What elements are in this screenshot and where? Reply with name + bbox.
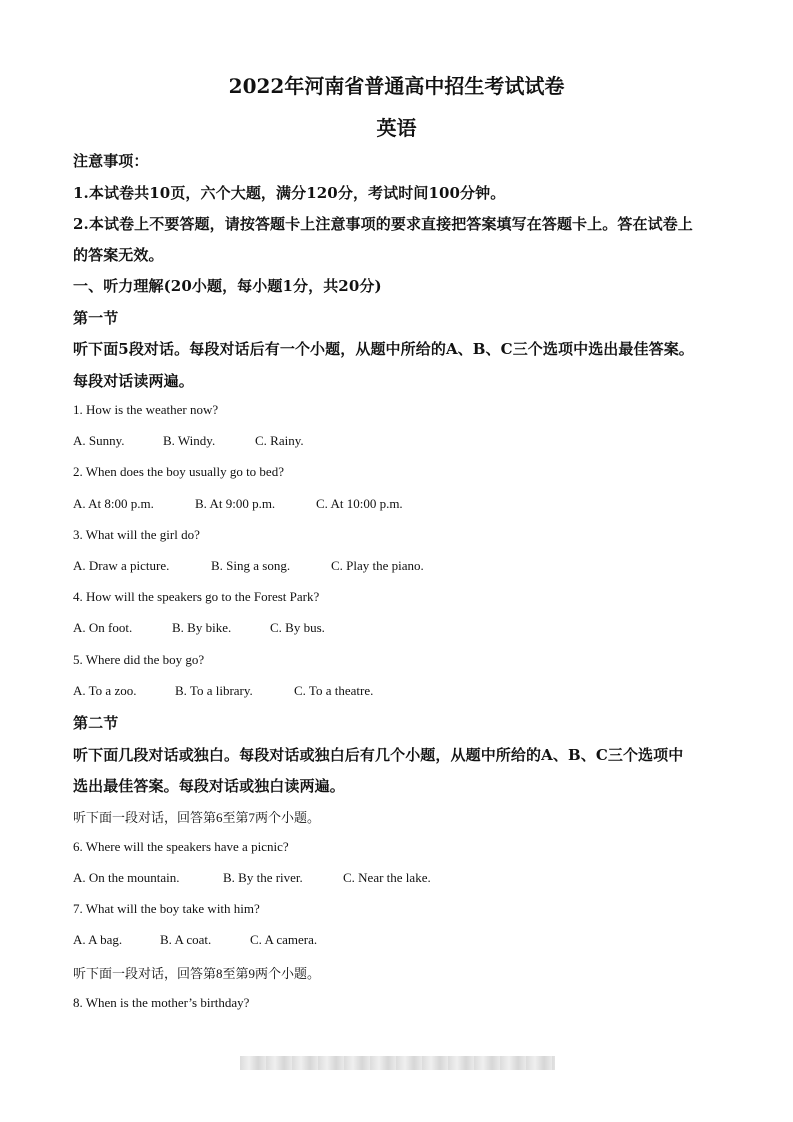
option-a: A. On the mountain. [73,870,180,885]
section2-instruction-line-1: 听下面几段对话或独白。每段对话或独白后有几个小题，从题中所给的A、B、C三个选项中 [73,746,684,764]
section2-heading: 第二节 [73,714,119,732]
notice-item-2-line-2: 的答案无效。 [73,246,164,264]
section1-instruction-line-1: 听下面5段对话。每段对话后有一个小题，从题中所给的A、B、C三个选项中选出最佳答案。 [73,340,694,358]
question-3-options [73,558,424,574]
option-b: B. Windy. [163,433,216,448]
option-c: C. To a theatre. [294,683,374,698]
option-b: B. At 9:00 p.m. [195,496,276,511]
option-c: C. Play the piano. [331,558,424,573]
question-4-options [73,620,325,636]
notice-heading: 注意事项： [73,152,149,170]
question-2: 2. When does the boy usually go to bed? [73,464,284,479]
question-2-options [73,496,403,512]
section2-sub-instruction-2: 听下面一段对话，回答第8至第9两个小题。 [73,966,321,981]
option-c: C. By bus. [270,620,325,635]
question-4: 4. How will the speakers go to the Forest Park? [73,589,320,604]
option-c: C. At 10:00 p.m. [316,496,403,511]
option-c: C. Near the lake. [343,870,431,885]
section1-heading: 第一节 [73,309,119,327]
option-b: B. To a library. [175,683,253,698]
section2-sub-instruction-1: 听下面一段对话，回答第6至第7两个小题。 [73,810,321,825]
section1-instruction-line-2: 每段对话读两遍。 [73,372,194,390]
option-b: B. Sing a song. [211,558,291,573]
option-a: A. Sunny. [73,433,125,448]
question-8: 8. When is the mother’s birthday? [73,995,250,1010]
notice-item-2-line-1: 2.本试卷上不要答题，请按答题卡上注意事项的要求直接把答案填写在答题卡上。答在试卷上 [73,215,693,233]
blurred-watermark [240,1056,555,1070]
question-6: 6. Where will the speakers have a picnic? [73,839,289,854]
question-7-options [73,932,317,948]
section2-instruction-line-2: 选出最佳答案。每段对话或独白读两遍。 [73,777,345,795]
option-c: C. A camera. [250,932,318,947]
question-1: 1. How is the weather now? [73,402,219,417]
subject-title: 英语 [376,116,417,140]
question-5: 5. Where did the boy go? [73,652,205,667]
option-a: A. At 8:00 p.m. [73,496,154,511]
option-a: A. Draw a picture. [73,558,170,573]
question-3: 3. What will the girl do? [73,527,200,542]
part1-heading: 一、听力理解(20小题，每小题1分，共20分) [73,277,382,295]
exam-title: 2022年河南省普通高中招生考试试卷 [228,74,565,98]
question-6-options [73,870,431,886]
option-b: B. A coat. [160,932,212,947]
option-b: B. By the river. [223,870,303,885]
option-a: A. To a zoo. [73,683,137,698]
option-c: C. Rainy. [255,433,304,448]
option-a: A. On foot. [73,620,133,635]
option-b: B. By bike. [172,620,232,635]
option-a: A. A bag. [73,932,123,947]
question-1-options [73,433,304,449]
question-7: 7. What will the boy take with him? [73,901,260,916]
question-5-options [73,683,373,699]
notice-item-1: 1.本试卷共10页，六个大题，满分120分，考试时间100分钟。 [73,184,506,202]
